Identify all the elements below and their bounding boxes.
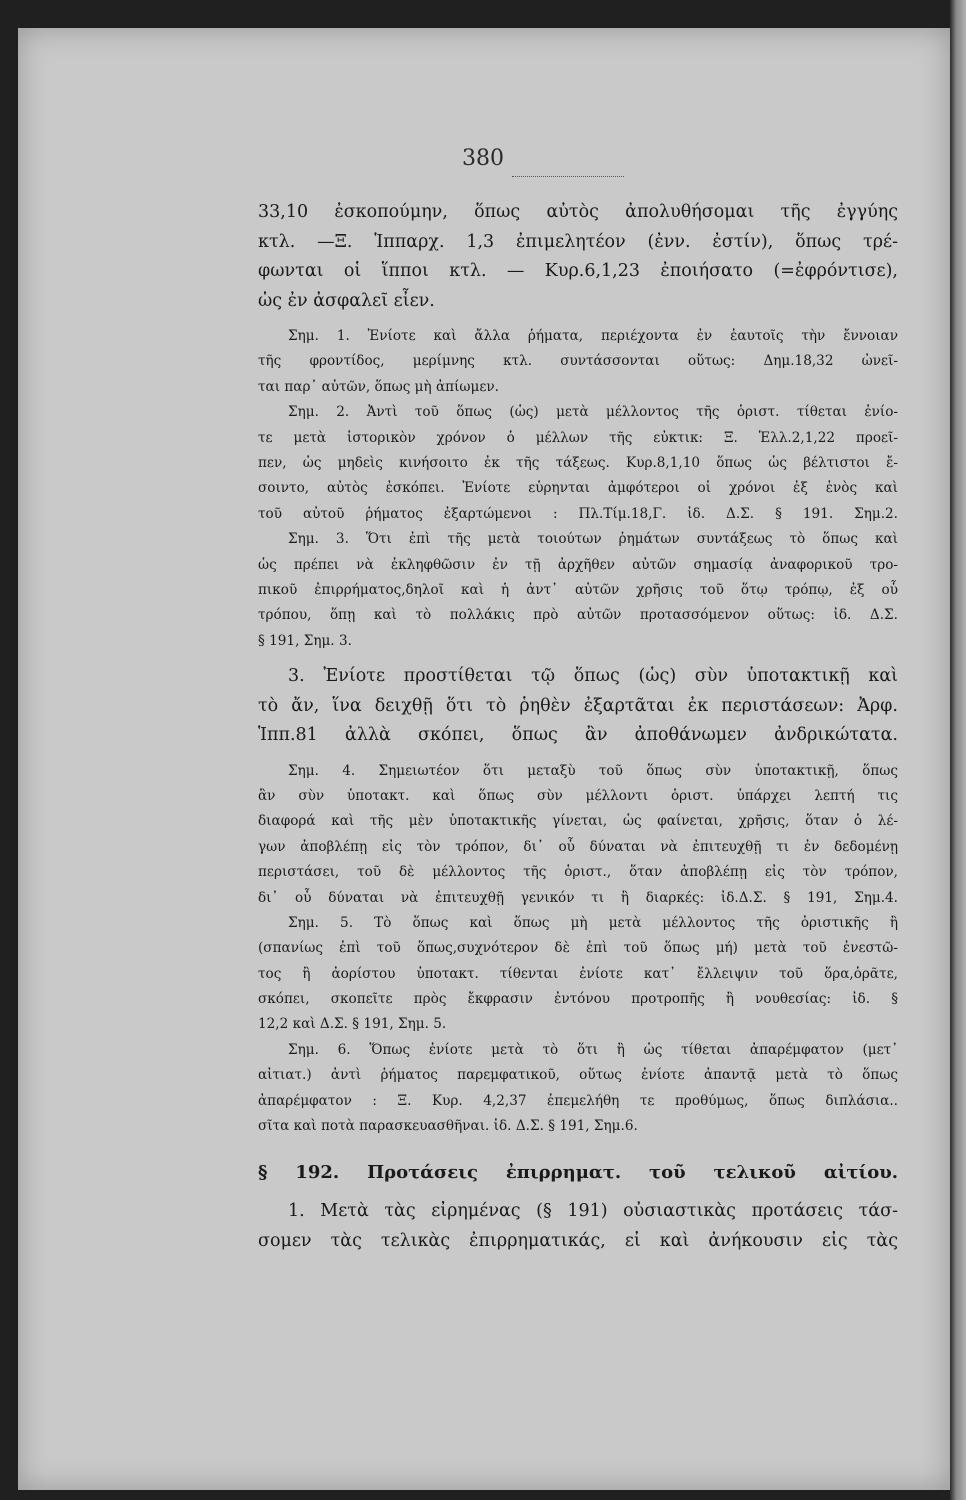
text-line: 33,10 ἐσκοπούμην, ὅπως αὐτὸς ἀπολυθήσομαι τῆς ἐγγύης [258, 202, 898, 222]
section-heading: § 192. Προτάσεις ἐπιρρηματ. τοῦ τελικοῦ αἰτίου. [258, 1162, 898, 1184]
text-line: κτλ. —Ξ. Ἱππαρχ. 1,3 ἐπιμελητέον (ἐνν. ἐστίν), ὅπως τρέ- [258, 231, 898, 252]
note-line: σῖτα καὶ ποτὰ παρασκευασθῆναι. ἰδ. Δ.Σ. § 191, Σημ.6. [258, 1118, 638, 1135]
note-line: 12,2 καὶ Δ.Σ. § 191, Σημ. 5. [258, 1016, 447, 1033]
note-line: δι᾽ οὗ δύναται νὰ ἐπιτευχθῇ γενικόν τι ἢ διαρκές: ἰδ.Δ.Σ. § 191, Σημ.4. [258, 889, 898, 906]
page-number-rule [512, 176, 624, 177]
note-line: γων ἀποβλέπῃ εἰς τὸν τρόπον, δι᾽ οὗ δύναται νὰ ἐπιτευχθῇ τι ἐν δεδομένῃ [258, 838, 898, 855]
text-line: σομεν τὰς τελικὰς ἐπιρρηματικάς, εἰ καὶ ἀνήκουσιν εἰς τὰς [258, 1230, 898, 1251]
note-line: τοῦ αὐτοῦ ῥήματος ἐξαρτώμενοι : Πλ.Τίμ.18,Γ. ἰδ. Δ.Σ. § 191. Σημ.2. [258, 505, 898, 522]
note-line: τος ἢ ἀορίστου ὑποτακτ. τίθενται ἐνίοτε κατ᾽ ἔλλειψιν τοῦ ὅρα,ὁρᾶτε, [258, 965, 898, 982]
body-text [258, 198, 898, 1256]
note-line: Σημ. 2. Ἀντὶ τοῦ ὅπως (ὡς) μετὰ μέλλοντος τῆς ὁριστ. τίθεται ἐνίο- [288, 404, 898, 421]
note-line: Σημ. 4. Σημειωτέον ὅτι μεταξὺ τοῦ ὅπως σὺν ὑποτακτικῇ, ὅπως [288, 762, 898, 779]
note-line: πεν, ὡς μηδεὶς κινήσοιτο ἐκ τῆς τάξεως. Κυρ.8,1,10 ὅπως ὡς βέλτιστοι ἔ- [258, 454, 898, 471]
text-line: Ἱππ.81 ἀλλὰ σκόπει, ὅπως ἂν ἀποθάνωμεν ἀνδρικώτατα. [258, 725, 898, 746]
note-line: ἀπαρέμφατον : Ξ. Κυρ. 4,2,37 ἐπεμελήθη τε προθύμως, ὅπως διπλάσια.. [258, 1092, 898, 1109]
note-line: διαφορά καὶ τῆς μὲν ὑποτακτικῆς γίνεται, ὡς φαίνεται, χρῆσις, ὅταν ὁ λέ- [258, 813, 898, 830]
note-line: Σημ. 1. Ἐνίοτε καὶ ἄλλα ῥήματα, περιέχοντα ἐν ἑαυτοῖς τὴν ἔννοιαν [288, 328, 898, 344]
page-number: 380 [462, 146, 504, 171]
note-line: ται παρ᾽ αὐτῶν, ὅπως μὴ ἀπίωμεν. [258, 378, 499, 395]
note-line: § 191, Σημ. 3. [258, 632, 352, 649]
note-line: (σπανίως ἐπὶ τοῦ ὅπως,συχνότερον δὲ ἐπὶ τοῦ ὅπως μή) μετὰ τοῦ ἐνεστῶ- [258, 940, 898, 957]
note-line: πικοῦ ἐπιρρήματος,δηλοῖ καὶ ἡ ἀντ᾽ αὐτῶν χρῆσις τοῦ ὅτῳ τρόπῳ, ἐξ οὗ [258, 581, 898, 598]
note-line: Σημ. 3. Ὅτι ἐπὶ τῆς μετὰ τοιούτων ῥημάτων συντάξεως τὸ ὅπως καὶ [288, 531, 898, 548]
note-line: τῆς φροντίδος, μερίμνης κτλ. συντάσσονται οὕτως: Δημ.18,32 ὠνεῖ- [258, 353, 898, 370]
text-line: 1. Μετὰ τὰς εἰρημένας (§ 191) οὐσιαστικὰς προτάσεις τάσ- [288, 1201, 898, 1222]
note-line: περιστάσει, τοῦ δὲ μέλλοντος τῆς ὁριστ., ὅταν ἀποβλέπῃ εἰς τὸν τρόπον, [258, 864, 898, 881]
text-line: φωνται οἱ ἵπποι κτλ. — Κυρ.6,1,23 ἐποιήσατο (=ἐφρόντισε), [258, 261, 898, 281]
note-line: ὡς πρέπει νὰ ἐκληφθῶσιν ἐν τῇ ἀρχῆθεν αὐτῶν σημασίᾳ ἀναφορικοῦ τρο- [258, 556, 898, 573]
text-line: τὸ ἄν, ἵνα δειχθῇ ὅτι τὸ ῥηθὲν ἐξαρτᾶται ἐκ περιστάσεων: Ἀρφ. [258, 695, 898, 716]
text-line: ὡς ἐν ἀσφαλεῖ εἶεν. [258, 290, 435, 311]
note-line: ἂν σὺν ὑποτακτ. καὶ ὅπως σὺν μέλλοντι ὁριστ. ὑπάρχει λεπτή τις [258, 787, 898, 804]
note-line: τρόπου, ὅπῃ καὶ τὸ πολλάκις πρὸ αὐτῶν προτασσόμενον οὕτως: ἰδ. Δ.Σ. [258, 607, 898, 624]
note-line: Σημ. 5. Τὸ ὅπως καὶ ὅπως μὴ μετὰ μέλλοντος τῆς ὁριστικῆς ἢ [288, 914, 898, 931]
note-line: τε μετὰ ἱστορικὸν χρόνον ὁ μέλλων τῆς εὐκτικ: Ξ. Ἑλλ.2,1,22 προεῖ- [258, 429, 898, 446]
adjacent-page-edge [950, 0, 966, 1500]
text-line: 3. Ἐνίοτε προστίθεται τῷ ὅπως (ὡς) σὺν ὑποτακτικῇ καὶ [288, 666, 898, 687]
note-line: αἰτιατ.) ἀντὶ ῥήματος παρεμφατικοῦ, οὕτως ἐνίοτε ἀπαντᾷ μετὰ τὸ ὅπως [258, 1067, 898, 1084]
note-line: Σημ. 6. Ὅπως ἐνίοτε μετὰ τὸ ὅτι ἢ ὡς τίθεται ἀπαρέμφατον (μετ᾽ [288, 1041, 898, 1058]
note-line: σκόπει, σκοπεῖτε πρὸς ἔκφρασιν ἐντόνου προτροπῆς ἢ νουθεσίας: ἰδ. § [258, 991, 898, 1008]
note-line: σοιντο, αὐτὸς ἐσκόπει. Ἐνίοτε εὑρηνται ἀμφότεροι οἱ χρόνοι ἐξ ἑνὸς καὶ [258, 480, 898, 497]
